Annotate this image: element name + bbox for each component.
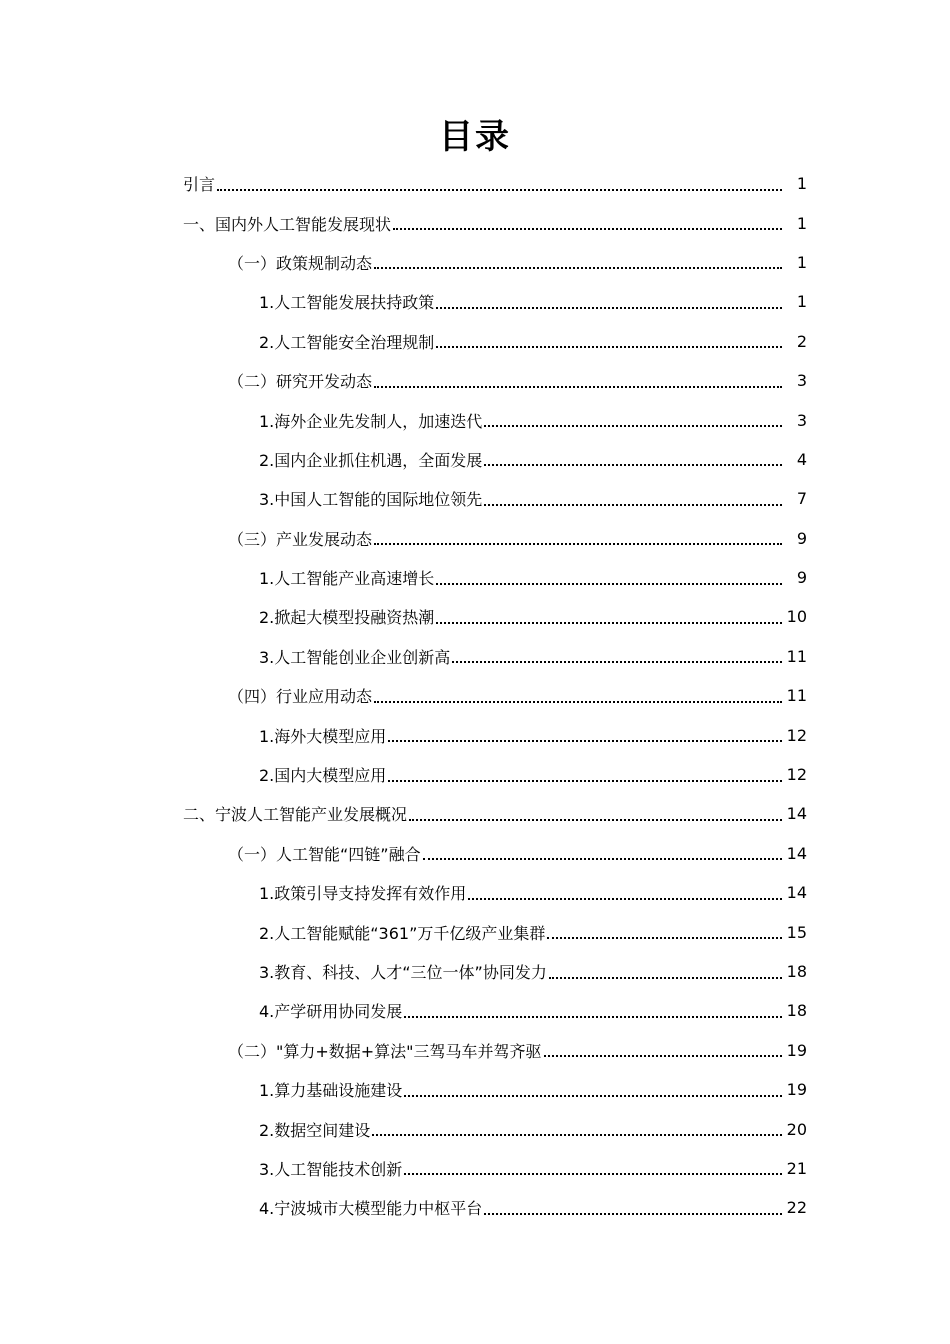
dot-leader (374, 267, 782, 269)
toc-page-number: 11 (786, 646, 807, 666)
toc-page-number: 11 (786, 686, 807, 706)
toc-entry-label: （一）人工智能“四链”融合 (228, 844, 421, 864)
toc-entry-label: 1.政策引导支持发挥有效作用 (259, 884, 467, 904)
toc-page-number: 19 (786, 1080, 807, 1100)
toc-entry-label: 2.国内大模型应用 (259, 766, 387, 786)
dot-leader (217, 189, 782, 191)
toc-page-number: 14 (786, 883, 807, 903)
dot-leader (388, 780, 782, 782)
toc-page-number: 14 (786, 804, 807, 824)
toc-entry-label: 1.人工智能产业高速增长 (259, 569, 435, 589)
dot-leader (374, 701, 782, 703)
toc-entry-label: 3.人工智能创业企业创新高 (259, 647, 451, 667)
dot-leader (374, 543, 782, 545)
toc-entry-label: 二、宁波人工智能产业发展概况 (183, 805, 408, 825)
toc-entry-label: 4.产学研用协同发展 (259, 1002, 403, 1022)
toc-entry-item[interactable] (0, 1109, 950, 1148)
toc-entry-chapter-1[interactable] (0, 203, 950, 242)
toc-entry-label: （二）研究开发动态 (228, 372, 373, 392)
toc-page-number: 9 (796, 528, 807, 548)
toc-entry-item[interactable] (0, 558, 950, 597)
toc-entry-label: （四）行业应用动态 (228, 687, 373, 707)
toc-entry-label: （一）政策规制动态 (228, 253, 373, 273)
toc-page-number: 1 (796, 292, 807, 312)
toc-entry-item[interactable] (0, 952, 950, 991)
toc-entry-section-1-4[interactable] (0, 676, 950, 715)
toc-page-number: 9 (796, 568, 807, 588)
dot-leader (484, 504, 782, 506)
toc-page-number: 3 (796, 410, 807, 430)
toc-entry-label: 3.中国人工智能的国际地位领先 (259, 490, 483, 510)
toc-page-number: 14 (786, 843, 807, 863)
toc-entry-label: 一、国内外人工智能发展现状 (183, 214, 392, 234)
toc-entry-label: 2.数据空间建设 (259, 1120, 371, 1140)
dot-leader (436, 622, 782, 624)
toc-page-number: 12 (786, 765, 807, 785)
dot-leader (547, 937, 782, 939)
toc-entry-item[interactable] (0, 991, 950, 1030)
dot-leader (393, 228, 782, 230)
toc-entry-label: 2.掀起大模型投融资热潮 (259, 608, 435, 628)
toc-page-number: 15 (786, 922, 807, 942)
dot-leader (404, 1173, 782, 1175)
toc-entry-item[interactable] (0, 755, 950, 794)
toc-page-number: 20 (786, 1119, 807, 1139)
toc-page-number: 18 (786, 1001, 807, 1021)
toc-page-number: 1 (796, 213, 807, 233)
toc-page-number: 12 (786, 725, 807, 745)
toc-entry-label: 2.国内企业抓住机遇，全面发展 (259, 450, 483, 470)
toc-entry-section-2-2[interactable] (0, 1031, 950, 1070)
dot-leader (372, 1134, 782, 1136)
toc-entry-section-2-1[interactable] (0, 834, 950, 873)
toc-page-number: 3 (796, 371, 807, 391)
dot-leader (484, 425, 782, 427)
toc-entry-item[interactable] (0, 440, 950, 479)
toc-entry-item[interactable] (0, 322, 950, 361)
toc-entry-label: 1.算力基础设施建设 (259, 1081, 403, 1101)
dot-leader (484, 1213, 782, 1215)
toc-entry-introduction[interactable] (0, 164, 950, 203)
toc-entry-item[interactable] (0, 282, 950, 321)
toc-entry-label: （三）产业发展动态 (228, 529, 373, 549)
dot-leader (388, 740, 782, 742)
dot-leader (404, 1095, 782, 1097)
page-title: 目录 (439, 117, 511, 157)
toc-page-number: 4 (796, 449, 807, 469)
toc-entry-chapter-2[interactable] (0, 794, 950, 833)
toc-entry-item[interactable] (0, 715, 950, 754)
toc-entry-item[interactable] (0, 479, 950, 518)
toc-entry-label: 3.教育、科技、人才“三位一体”协同发力 (259, 963, 547, 982)
toc-page-number: 2 (796, 331, 807, 351)
dot-leader (468, 898, 782, 900)
toc-page-number: 18 (786, 962, 807, 981)
toc-entry-label: 引言 (183, 175, 216, 195)
dot-leader (374, 386, 782, 388)
dot-leader (544, 1055, 782, 1057)
toc-entry-item[interactable] (0, 873, 950, 912)
toc-entry-item[interactable] (0, 597, 950, 636)
toc-entry-section-1-3[interactable] (0, 519, 950, 558)
toc-page-number: 7 (796, 489, 807, 509)
dot-leader (436, 346, 782, 348)
dot-leader (409, 819, 782, 821)
toc-entry-label: 2.人工智能安全治理规制 (259, 332, 435, 352)
toc-entry-label: 1.海外企业先发制人，加速迭代 (259, 411, 483, 431)
toc-entry-section-1-2[interactable] (0, 361, 950, 400)
toc-page-number: 22 (786, 1198, 807, 1218)
dot-leader (436, 307, 782, 309)
dot-leader (452, 661, 782, 663)
toc-entry-item[interactable] (0, 637, 950, 676)
toc-entry-item[interactable] (0, 1070, 950, 1109)
dot-leader (549, 977, 782, 979)
toc-entry-label: （二）"算力+数据+算法"三驾马车并驾齐驱 (228, 1041, 542, 1061)
toc-entry-label: 1.人工智能发展扶持政策 (259, 293, 435, 313)
toc-entry-section-1-1[interactable] (0, 243, 950, 282)
toc-entry-item[interactable] (0, 1188, 950, 1227)
toc-page-number: 1 (796, 174, 807, 194)
toc-entry-label: 4.宁波城市大模型能力中枢平台 (259, 1199, 483, 1219)
dot-leader (404, 1016, 782, 1018)
toc-entry-item[interactable] (0, 1149, 950, 1188)
dot-leader (423, 858, 782, 860)
toc-entry-label: 2.人工智能赋能“361”万千亿级产业集群 (259, 923, 546, 943)
toc-page-number: 19 (786, 1040, 807, 1060)
toc-entry-item[interactable] (0, 912, 950, 951)
toc-page-number: 10 (786, 607, 807, 627)
dot-leader (436, 583, 782, 585)
toc-entry-label: 3.人工智能技术创新 (259, 1159, 403, 1179)
dot-leader (484, 464, 782, 466)
toc-page-number: 21 (786, 1158, 807, 1178)
toc-entry-item[interactable] (0, 400, 950, 439)
toc-list (0, 164, 950, 1228)
toc-page-number: 1 (796, 252, 807, 272)
toc-entry-label: 1.海外大模型应用 (259, 726, 387, 746)
